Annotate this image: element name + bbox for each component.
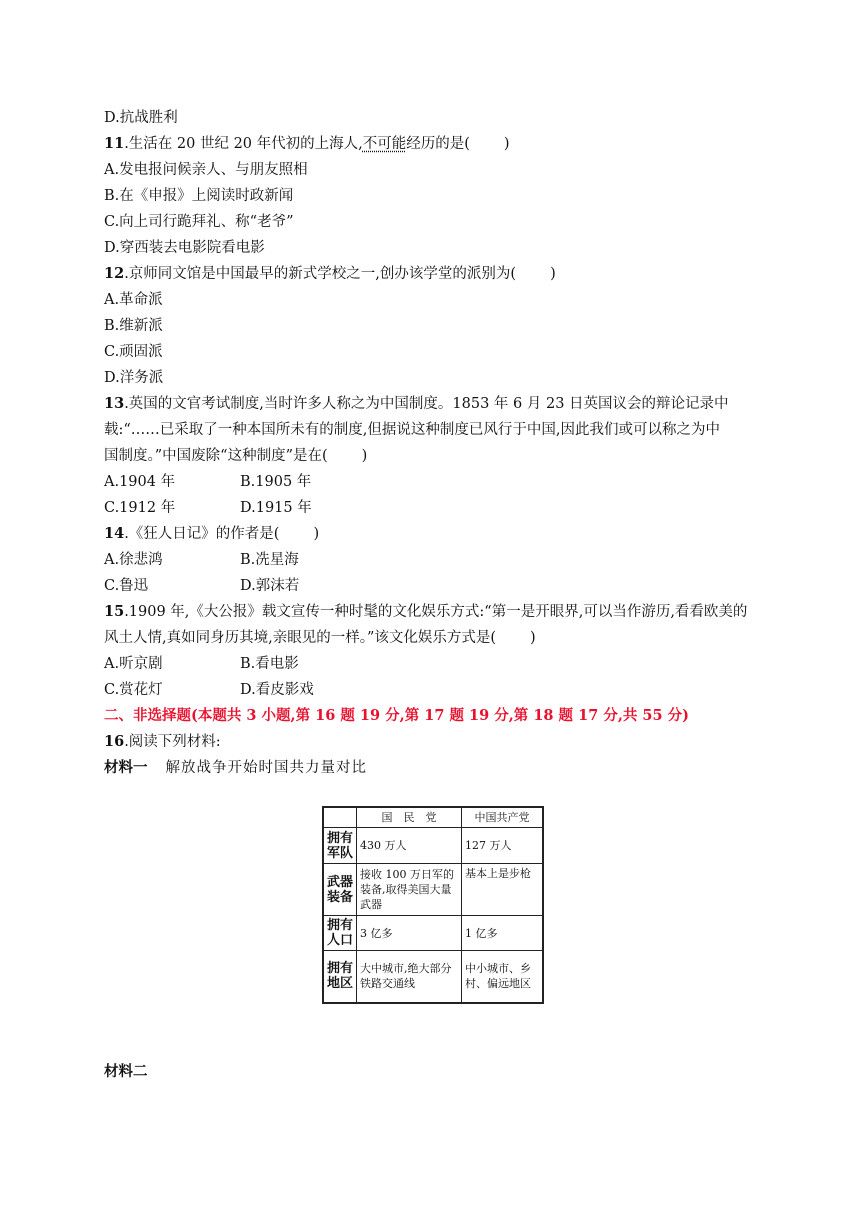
q13-number: 13 bbox=[104, 395, 125, 412]
q16-number: 16 bbox=[104, 733, 125, 750]
q11-stem bbox=[104, 134, 510, 154]
q14-option-c: C.鲁迅 bbox=[104, 578, 149, 594]
q13-options-row1 bbox=[104, 472, 404, 492]
cell-ccp-army: 127 万人 bbox=[462, 828, 544, 864]
q13-stem-close: ) bbox=[361, 448, 368, 464]
kmt-ccp-comparison-table bbox=[322, 806, 544, 1004]
q14-number: 14 bbox=[104, 525, 125, 542]
q12-stem bbox=[104, 264, 556, 284]
q15-stem-l2: 风土人情,真如同身历其境,亲眼见的一样。”该文化娱乐方式是( bbox=[104, 630, 497, 646]
q16-material1-caption bbox=[104, 758, 367, 778]
q12-stem-text: .京师同文馆是中国最早的新式学校之一,创办该学堂的派别为( bbox=[124, 266, 517, 282]
q13-stem-line2: 载:“……已采取了一种本国所未有的制度,但据说这种制度已风行于中国,因此我们或可以称之为中 bbox=[104, 422, 721, 438]
cell-ccp-territory: 中小城市、乡村、偏远地区 bbox=[462, 951, 544, 1003]
q13-options-row2 bbox=[104, 498, 404, 518]
material1-title: 解放战争开始时国共力量对比 bbox=[165, 760, 367, 776]
cell-kmt-weapons: 接收 100 万日军的装备,取得美国大量武器 bbox=[357, 864, 462, 916]
material1-label: 材料一 bbox=[104, 759, 148, 776]
q15-option-b: B.看电影 bbox=[240, 656, 299, 672]
q15-stem-line2 bbox=[104, 628, 536, 648]
q15-stem-l1: .1909 年,《大公报》载文宣传一种时髦的文化娱乐方式:“第一是开眼界,可以当作游历,看看欧美的 bbox=[124, 604, 748, 620]
q12-option-a: A.革命派 bbox=[104, 292, 163, 308]
row-label-territory: 拥有 地区 bbox=[323, 951, 357, 1003]
cell-kmt-army: 430 万人 bbox=[357, 828, 462, 864]
q12-option-b: B.维新派 bbox=[104, 318, 163, 334]
table-header-row bbox=[323, 807, 543, 828]
q13-stem-l3: 国制度。”中国废除“这种制度”是在( bbox=[104, 448, 328, 464]
q14-options-row2 bbox=[104, 576, 404, 596]
q15-option-c: C.赏花灯 bbox=[104, 682, 163, 698]
q11-stem-a: .生活在 20 世纪 20 年代初的上海人, bbox=[124, 136, 363, 152]
cell-ccp-population: 1 亿多 bbox=[462, 916, 544, 951]
q16-stem-text: .阅读下列材料: bbox=[124, 734, 221, 750]
header-kmt: 国 民 党 bbox=[357, 807, 462, 828]
q12-number: 12 bbox=[104, 265, 125, 282]
q15-options-row1 bbox=[104, 654, 404, 674]
section2-heading: 二、非选择题(本题共 3 小题,第 16 题 19 分,第 17 题 19 分,第 18 题 17 分,共 55 分) bbox=[104, 707, 690, 724]
q14-option-a: A.徐悲鸿 bbox=[104, 552, 163, 568]
q11-option-a: A.发电报问候亲人、与朋友照相 bbox=[104, 162, 308, 178]
q12-option-d: D.洋务派 bbox=[104, 370, 164, 386]
table-row bbox=[323, 951, 543, 1003]
q13-stem-line3 bbox=[104, 446, 367, 466]
row-label-weapons: 武器 装备 bbox=[323, 864, 357, 916]
row-label-army: 拥有 军队 bbox=[323, 828, 357, 864]
table-row bbox=[323, 916, 543, 951]
q14-option-d: D.郭沫若 bbox=[240, 578, 300, 594]
q15-number: 15 bbox=[104, 603, 125, 620]
q13-option-c: C.1912 年 bbox=[104, 500, 176, 516]
table-corner bbox=[323, 807, 357, 828]
q14-stem bbox=[104, 524, 319, 544]
q13-option-d: D.1915 年 bbox=[240, 500, 312, 516]
q11-number: 11 bbox=[104, 135, 125, 152]
cell-kmt-territory: 大中城市,绝大部分铁路交通线 bbox=[357, 951, 462, 1003]
q11-stem-close: ) bbox=[503, 136, 510, 152]
cell-ccp-weapons: 基本上是步枪 bbox=[462, 864, 544, 916]
q14-stem-text: .《狂人日记》的作者是( bbox=[124, 526, 280, 542]
q15-options-row2 bbox=[104, 680, 404, 700]
q11-option-b: B.在《申报》上阅读时政新闻 bbox=[104, 188, 294, 204]
q14-option-b: B.冼星海 bbox=[240, 552, 299, 568]
q14-options-row1 bbox=[104, 550, 404, 570]
q15-stem-close: ) bbox=[530, 630, 536, 646]
q11-emphasis: 不可能 bbox=[362, 136, 407, 152]
q11-option-d: D.穿西装去电影院看电影 bbox=[104, 240, 265, 256]
q15-option-a: A.听京剧 bbox=[104, 656, 163, 672]
cell-kmt-population: 3 亿多 bbox=[357, 916, 462, 951]
q12-option-c: C.顽固派 bbox=[104, 344, 163, 360]
q13-stem-l1: .英国的文官考试制度,当时许多人称之为中国制度。1853 年 6 月 23 日英国议会的辩论记录中 bbox=[124, 396, 729, 412]
q13-stem-line1 bbox=[104, 394, 729, 414]
q11-stem-b: 经历的是( bbox=[406, 136, 470, 152]
q16-stem bbox=[104, 732, 221, 752]
q10-option-d: D.抗战胜利 bbox=[104, 110, 178, 126]
q11-option-c: C.向上司行跪拜礼、称“老爷” bbox=[104, 214, 294, 230]
q15-stem-line1 bbox=[104, 602, 747, 622]
q16-material2-label: 材料二 bbox=[104, 1063, 148, 1080]
header-ccp: 中国共产党 bbox=[462, 807, 544, 828]
q13-option-b: B.1905 年 bbox=[240, 474, 312, 490]
table-row bbox=[323, 828, 543, 864]
q14-stem-close: ) bbox=[313, 526, 320, 542]
q15-option-d: D.看皮影戏 bbox=[240, 682, 314, 698]
row-label-population: 拥有 人口 bbox=[323, 916, 357, 951]
q13-option-a: A.1904 年 bbox=[104, 474, 176, 490]
table-row bbox=[323, 864, 543, 916]
q12-stem-close: ) bbox=[550, 266, 556, 282]
